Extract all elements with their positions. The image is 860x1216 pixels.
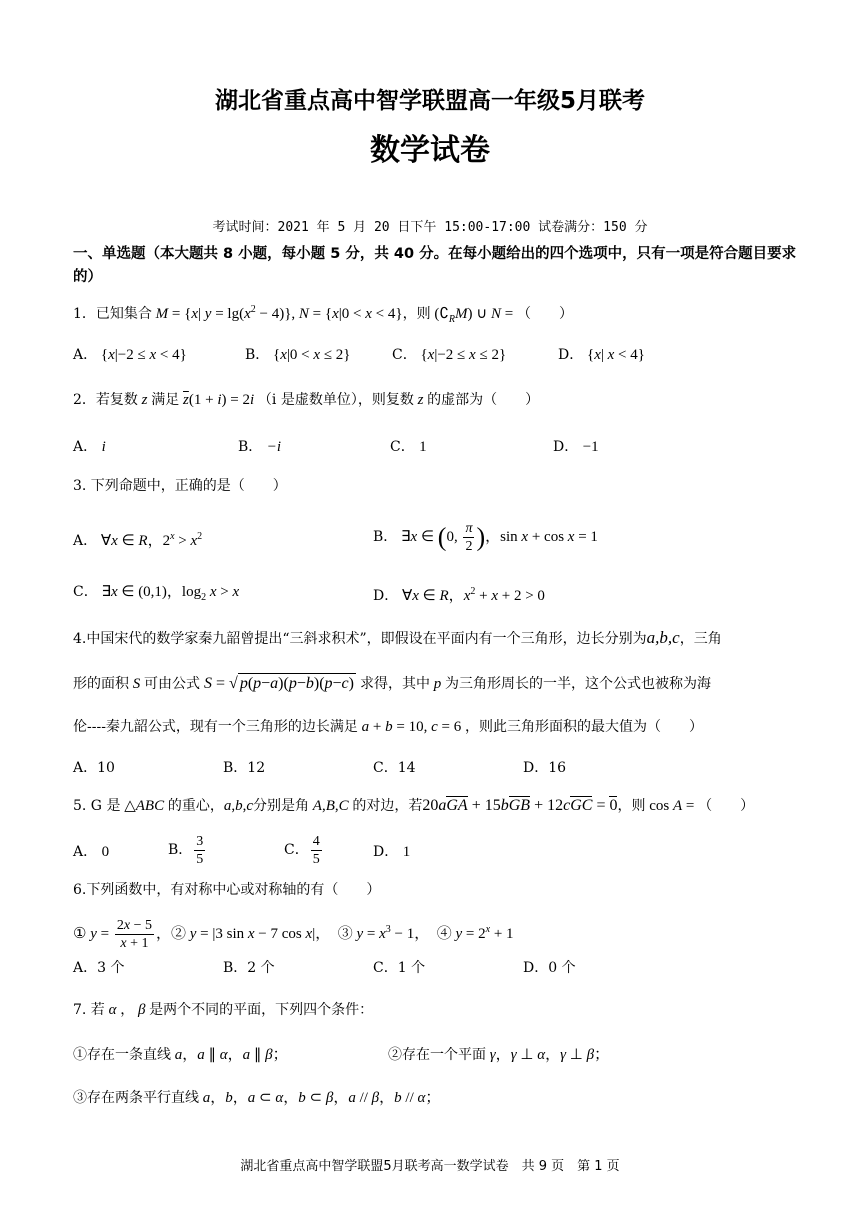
page-footer: 湖北省重点高中智学联盟5月联考高一数学试卷 共 9 页 第 1 页 [240, 1159, 620, 1174]
question-6-functions: ① y = $\frac{2x - 5}{x + 1}$ ，② y = |3 sin x − 7 cos x|， ③ $y = x^3 - 1$， ④ $y = 2^x + 1$ [73, 918, 514, 952]
q1-option-b: B． {x|0 < x ≤ 2} [245, 347, 351, 363]
q3-option-d: D． ∀x ∈ R，$x^2 + x + 2 > 0$ [373, 586, 545, 604]
question-1: 1．已知集合 M = {x| $y = \lg(x^2 - 4)$}, N = {x|0 < x < 4}，则 $(∁_RM)$ ∪ N = （ ） [73, 304, 573, 325]
q2-option-c: C． 1 [390, 439, 427, 455]
q3-option-c: C． ∃x ∈ (0,1)，$\log_2 x > x$ [73, 584, 240, 603]
q2-option-d: D． −1 [553, 439, 599, 455]
question-4-line-3: 伦----秦九韶公式，现有一个三角形的边长满足 a + b = 10, c = 6 ，则此三角形面积的最大值为（ ） [73, 719, 703, 735]
q1-option-d: D． {x| x < 4} [558, 347, 645, 363]
question-7: 7. 若 α ， β 是两个不同的平面，下列四个条件： [73, 1002, 374, 1018]
q2-option-a: A． i [73, 439, 106, 455]
q5-option-a: A． 0 [73, 844, 110, 860]
q3-option-b: B． ∃x ∈ (0, $\frac{\pi}{2}$ )，sin x + cos x = 1 [373, 521, 598, 555]
q4-option-a: A．10 [73, 760, 115, 776]
exam-title: 湖北省重点高中智学联盟高一年级5月联考 [214, 88, 645, 114]
question-2: 2．若复数 z 满足 $\overline{z}(1 + i) = 2i$ （i 是虚数单位），则复数 z 的虚部为（ ） [73, 392, 540, 408]
q6-option-b: B．2 个 [223, 960, 275, 976]
q4-option-d: D．16 [523, 760, 567, 776]
question-4-line-1: 4.中国宋代的数学家秦九韶曾提出“三斜求积术”，即假设在平面内有一个三角形，边长分别为a,b,c，三角 [73, 628, 722, 647]
exam-subtitle: 数学试卷 [370, 133, 490, 168]
q5-option-d: D． 1 [373, 844, 411, 860]
q6-option-a: A．3 个 [73, 960, 125, 976]
q4-option-b: B．12 [223, 760, 266, 776]
question-4-line-2: 形的面积 S 可由公式 S = √ p(p−a)(p−b)(p−c) 求得，其中 p 为三角形周长的一半，这个公式也被称为海 [73, 675, 711, 692]
question-5: 5. G 是 △ABC 的重心，a,b,c分别是角 A,B,C 的对边，若20aGA + 15bGB + 12cGC = 0，则 cos A = （ ） [73, 797, 755, 814]
exam-info: 考试时间：2021 年 5 月 20 日下午 15:00-17:00 试卷满分：150 分 [212, 220, 648, 235]
q6-option-c: C．1 个 [373, 960, 426, 976]
q7-condition-3: ③存在两条平行直线 a，b，a ⊂ α，b ⊂ β，a // β，b // α； [73, 1090, 441, 1106]
section-heading: 一、单选题（本大题共 8 小题，每小题 5 分，共 40 分。在每小题给出的四个选项中，只有一项是符合题目要求的） [73, 246, 797, 285]
q7-condition-2: ②存在一个平面 γ，γ ⊥ α，γ ⊥ β； [388, 1047, 610, 1063]
question-6: 6.下列函数中，有对称中心或对称轴的有（ ） [73, 882, 381, 898]
q5-option-b: B． $\frac{3}{5}$ [168, 833, 204, 867]
q6-option-d: D．0 个 [523, 960, 576, 976]
question-3: 3. 下列命题中，正确的是（ ） [73, 478, 287, 494]
q1-option-a: A． {x|−2 ≤ x < 4} [73, 347, 187, 363]
q3-option-a: A． ∀x ∈ R，$2^x > x^2$ [73, 531, 203, 549]
q7-condition-1: ①存在一条直线 a，a ∥ α，a ∥ β； [73, 1047, 288, 1063]
q5-option-c: C． $\frac{4}{5}$ [284, 833, 320, 867]
q2-option-b: B． −i [238, 439, 282, 455]
q4-option-c: C．14 [373, 760, 416, 776]
q1-option-c: C． {x|−2 ≤ x ≤ 2} [392, 347, 507, 363]
